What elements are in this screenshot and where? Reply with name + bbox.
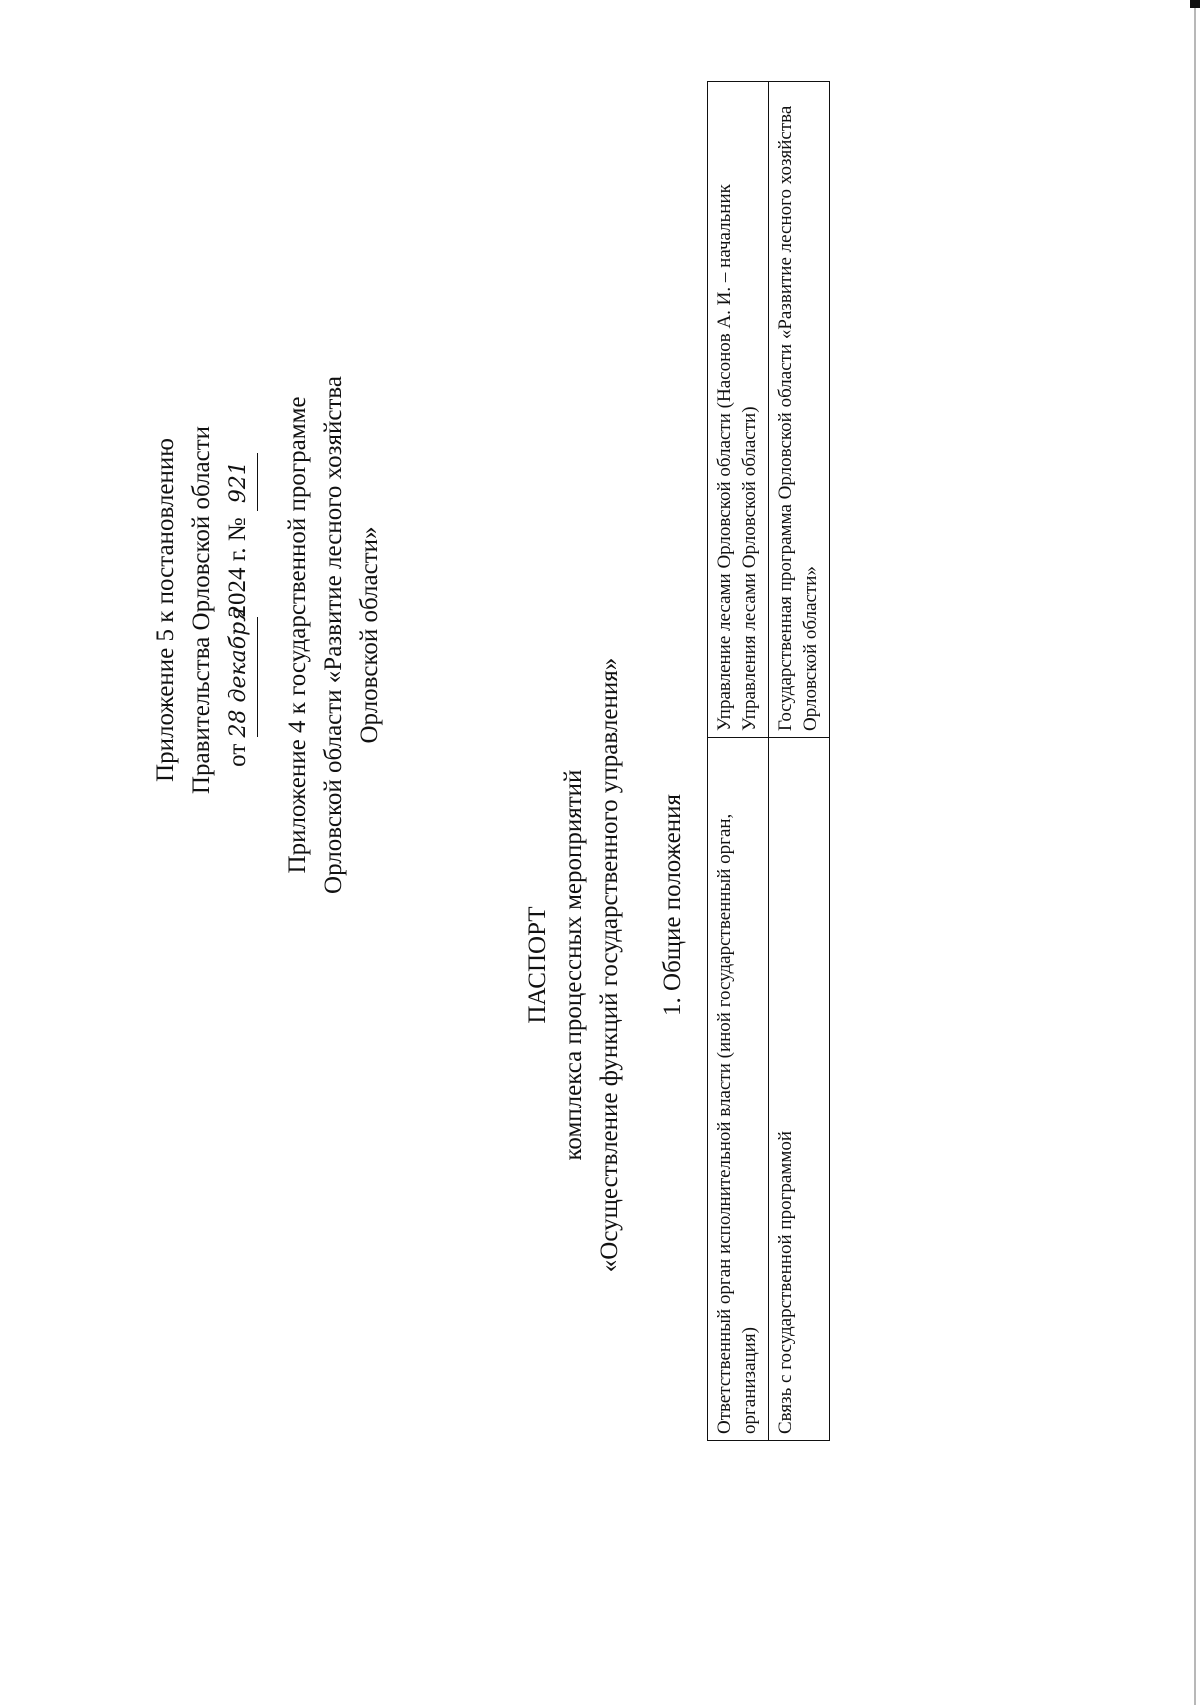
appendix-4-line-3: Орловской области»: [356, 526, 383, 744]
table-cell-label: Связь с государственной программой: [769, 738, 830, 1441]
passport-heading: [520, 585, 628, 1345]
passport-subtitle-1: комплекса процессных мероприятий: [560, 769, 587, 1161]
table-row: [708, 82, 769, 1441]
handwritten-number: 921: [221, 453, 258, 511]
year-number-label: 2024 г. №: [224, 517, 251, 618]
appendix-5-header: [148, 310, 258, 910]
appendix-4-line-2: Орловской области «Развитие лесного хозяйства: [320, 376, 347, 894]
table-cell-value: Государственная программа Орловской области «Развитие лесного хозяйства Орловской области»: [769, 82, 830, 738]
table-row: [769, 82, 830, 1441]
appendix-5-line-2: Правительства Орловской области: [188, 425, 215, 795]
passport-title: ПАСПОРТ: [524, 906, 551, 1024]
handwritten-date: 28 декабря: [221, 617, 258, 737]
appendix-4-line-1: Приложение 4 к государственной программе: [284, 396, 311, 874]
appendix-4-header: [280, 285, 388, 985]
table-cell-label: Ответственный орган исполнительной власти (иной государственный орган, организация): [708, 738, 769, 1441]
appendix-5-date-line: [220, 310, 258, 910]
passport-subtitle-2: «Осуществление функций государственного управления»: [596, 657, 623, 1273]
section-title: 1. Общие положения: [659, 794, 686, 1016]
general-provisions-table: [707, 81, 830, 1441]
table-cell-value: Управление лесами Орловской области (Насонов А. И. – начальник Управления лесами Орловской области): [708, 82, 769, 738]
appendix-5-line-1: Приложение 5 к постановлению: [152, 438, 179, 782]
date-prefix: от: [224, 743, 251, 767]
